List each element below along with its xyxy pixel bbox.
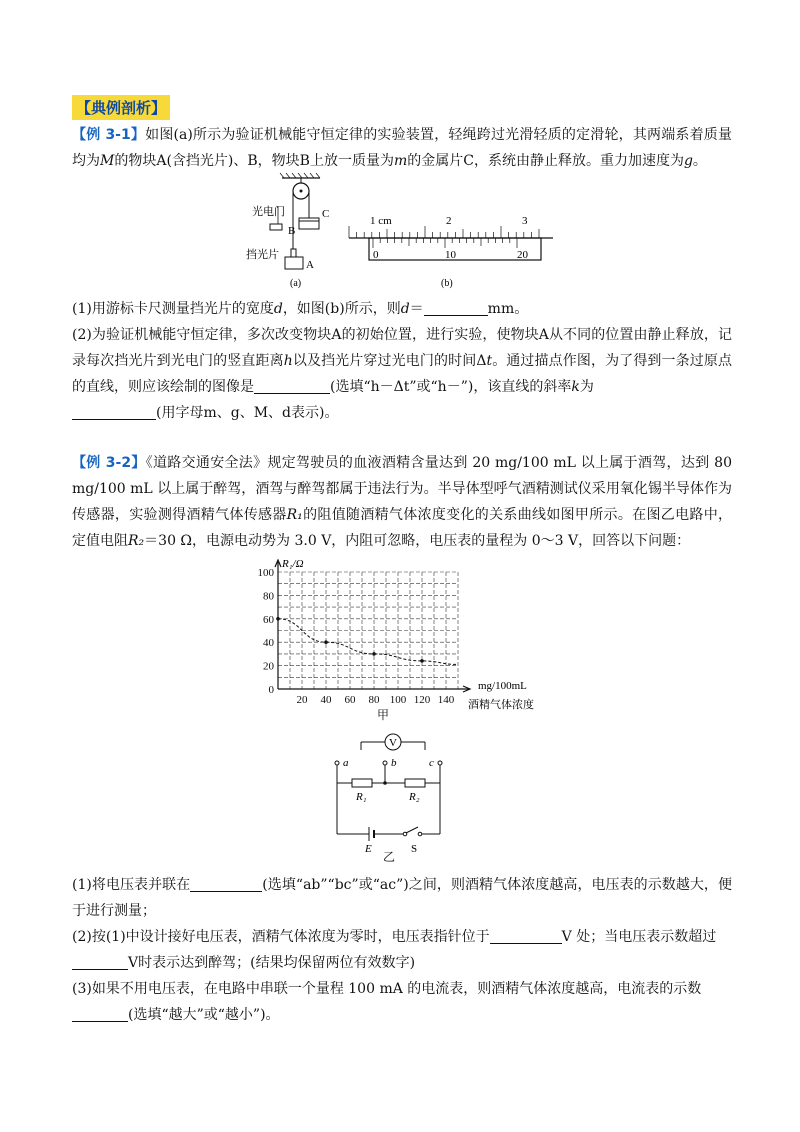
chart-y-tick-label: 100	[257, 567, 274, 579]
circuit-diagram	[325, 730, 455, 862]
svg-text:2: 2	[446, 215, 452, 227]
chart-x-tick-label: 80	[368, 694, 380, 706]
svg-text:(a): (a)	[290, 278, 302, 289]
chart-y-tick-label: 80	[263, 590, 274, 603]
answer-blank-4[interactable]	[190, 876, 262, 892]
answer-blank-6[interactable]	[72, 954, 128, 970]
svg-text:V: V	[389, 737, 397, 749]
chart-x-tick-label: 40	[320, 694, 332, 706]
svg-text:3: 3	[522, 215, 528, 227]
resistor-r1	[352, 779, 372, 787]
r1-concentration-chart	[250, 556, 560, 720]
svg-text:b: b	[391, 757, 397, 769]
svg-text:0: 0	[373, 249, 379, 261]
ex2-question-2: (2)按(1)中设计接好电压表，酒精气体浓度为零时，电压表指针位于 V 处；当电压表示数超过 V时表示达到醉驾；(结果均保留两位有效数字)	[72, 929, 717, 971]
figure-b-vernier-caliper	[345, 210, 560, 290]
chart-y-tick-label: 60	[263, 613, 274, 626]
svg-text:a: a	[343, 757, 349, 769]
ex2-label: 【例 3-2】	[72, 455, 146, 471]
svg-text:20: 20	[517, 249, 528, 261]
chart-x-label: 酒精气体浓度	[468, 699, 534, 711]
svg-text:1 cm: 1 cm	[370, 215, 392, 227]
chart-x-tick-label: 120	[413, 694, 431, 706]
figure-a-apparatus	[240, 172, 340, 290]
chart-point	[324, 640, 328, 644]
r1-curve	[278, 619, 458, 665]
svg-text:S: S	[411, 843, 418, 855]
svg-text:C: C	[322, 208, 330, 220]
photogate	[270, 224, 282, 230]
ex2-intro: 【例 3-2】《道路交通安全法》规定驾驶员的血液酒精含量达到 20 mg/100 mL 以上属于酒驾，达到 80 mg/100 mL 以上属于醉驾，酒驾与醉驾都属于违法行为。半导体型呼气酒精测试仪采用氧化锡半导体作为传感器，实验测得酒精气体传感器R₁的阻值随酒精气体浓度变化的关系曲线如图甲所示。在图乙电路中，定值电阻R₂＝30 Ω，电源电动势为 3.0 V，内阻可忽略，电压表的量程为 0～3 V，回答以下问题：	[72, 455, 733, 549]
svg-text:光电门: 光电门	[252, 206, 285, 218]
block-b	[299, 221, 319, 229]
ex1-intro: 【例 3-1】如图(a)所示为验证机械能守恒定律的实验装置，轻绳跨过光滑轻质的定滑轮，其两端系着质量均为M的物块A(含挡光片)、B，物块B上放一质量为m的金属片C，系统由静止释放。重力加速度为g。	[72, 127, 732, 169]
resistor-r2	[405, 779, 425, 787]
switch-s	[406, 827, 418, 833]
ex1-question-1: (1)用游标卡尺测量挡光片的宽度d，如图(b)所示，则d＝ mm。	[72, 301, 529, 317]
chart-point	[372, 652, 376, 656]
answer-blank-2[interactable]	[254, 378, 330, 394]
chart-point	[276, 617, 280, 621]
chart-x-tick-label: 60	[344, 694, 356, 706]
chart-x-tick-label: 20	[296, 694, 308, 706]
chart-x-tick-label: 140	[437, 694, 455, 706]
light-shield	[291, 249, 296, 257]
ex1-label: 【例 3-1】	[72, 127, 146, 143]
answer-blank-7[interactable]	[72, 1006, 128, 1022]
svg-text:c: c	[429, 757, 434, 769]
section-title: 【典例剖析】	[72, 95, 170, 120]
svg-text:A: A	[306, 259, 314, 271]
chart-caption: 甲	[377, 708, 390, 722]
circuit-caption: 乙	[383, 850, 396, 864]
svg-text:E: E	[365, 843, 372, 855]
answer-blank-1[interactable]	[424, 300, 488, 316]
chart-point	[420, 659, 424, 663]
svg-text:挡光片: 挡光片	[246, 249, 279, 261]
svg-text:10: 10	[445, 249, 456, 261]
svg-text:R₁: R₁	[356, 791, 367, 803]
answer-blank-3[interactable]	[72, 404, 156, 420]
ex1-question-2: (2)为验证机械能守恒定律，多次改变物块A的初始位置，进行实验，使物块A从不同的位置由静止释放，记录每次挡光片到光电门的竖直距离h以及挡光片穿过光电门的时间Δt。通过描点作图，为了得到一条过原点的直线，则应该绘制的图像是 (选填“h－Δt”或“h－”)，该直线的斜率k为 (用字母m、g、M、d表示)。	[72, 327, 733, 421]
chart-y-tick-label: 20	[263, 660, 274, 673]
ex2-question-1: (1)将电压表并联在 (选填“ab”“bc”或“ac”)之间，则酒精气体浓度越高，电压表的示数越大，便于进行测量；	[72, 877, 732, 919]
chart-x-tick-label: 100	[389, 694, 407, 706]
chart-y-tick-label: 0	[268, 684, 274, 696]
svg-text:(b): (b)	[441, 278, 453, 289]
block-a	[285, 257, 303, 269]
chart-x-unit: mg/100mL	[478, 680, 527, 692]
svg-text:B: B	[288, 225, 296, 237]
answer-blank-5[interactable]	[490, 928, 562, 944]
chart-y-tick-label: 40	[263, 637, 274, 650]
svg-text:R₂: R₂	[409, 791, 420, 803]
chart-y-label: R₁/Ω	[282, 558, 304, 570]
ex2-question-3: (3)如果不用电压表，在电路中串联一个量程 100 mA 的电流表，则酒精气体浓度越高，电流表的示数 (选填“越大”或“越小”)。	[72, 981, 702, 1023]
